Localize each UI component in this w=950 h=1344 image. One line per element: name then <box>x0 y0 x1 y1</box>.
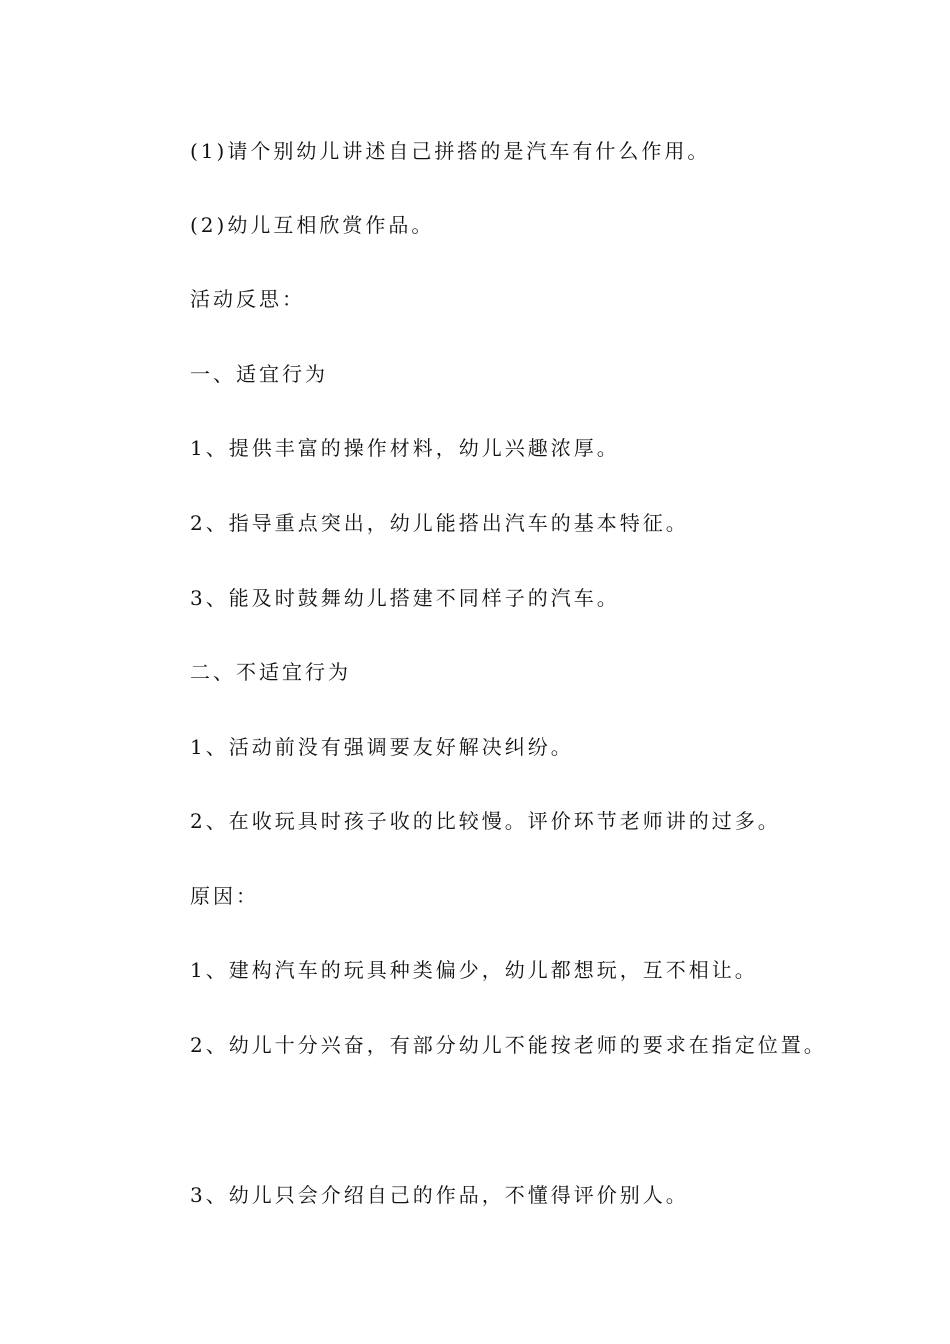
heading-inappropriate-behavior: 二、不适宜行为 <box>190 660 351 684</box>
list-item-reason-2: 2、幼儿十分兴奋，有部分幼儿不能按老师的要求在指定位置。 <box>190 1033 827 1057</box>
heading-reasons: 原因： <box>190 884 259 908</box>
list-item-appropriate-1: 1、提供丰富的操作材料，幼儿兴趣浓厚。 <box>190 436 620 460</box>
list-item-appropriate-2: 2、指导重点突出，幼儿能搭出汽车的基本特征。 <box>190 511 689 535</box>
heading-appropriate-behavior: 一、适宜行为 <box>190 362 328 386</box>
paragraph-step-1: (1)请个别幼儿讲述自己拼搭的是汽车有什么作用。 <box>190 139 711 163</box>
heading-reflection: 活动反思： <box>190 287 305 311</box>
list-item-reason-1: 1、建构汽车的玩具种类偏少，幼儿都想玩，互不相让。 <box>190 958 758 982</box>
list-item-inappropriate-1: 1、活动前没有强调要友好解决纠纷。 <box>190 735 574 759</box>
list-item-inappropriate-2: 2、在收玩具时孩子收的比较慢。评价环节老师讲的过多。 <box>190 809 781 833</box>
list-item-appropriate-3: 3、能及时鼓舞幼儿搭建不同样子的汽车。 <box>190 586 620 610</box>
list-item-reason-3: 3、幼儿只会介绍自己的作品，不懂得评价别人。 <box>190 1183 689 1207</box>
paragraph-step-2: (2)幼儿互相欣赏作品。 <box>190 213 435 237</box>
